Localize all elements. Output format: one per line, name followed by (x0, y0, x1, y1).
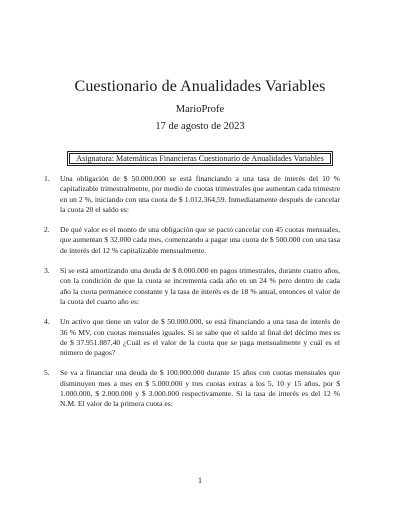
question-text: Se va a financiar una deuda de $ 100.000.000 durante 15 años con cuotas mensuales que disminuyen mes a mes en $ 5.000.000 y tres cuotas extras a los 5, 10 y 15 años, por $ 1.000.000, $ 2.000.000 y $ 3.000.000 respectivamente. Si la tasa de interés es del 12 % N.M. El valor de la primera cuota es: (60, 368, 340, 409)
question-number: 4. (44, 317, 50, 327)
question-number: 5. (44, 368, 50, 378)
subject-label: Asignatura: Matemáticas Financieras Cuestionario de Anualidades Variables (69, 153, 331, 164)
date: 17 de agosto de 2023 (155, 121, 245, 132)
subject-box (67, 151, 333, 166)
question-item (44, 174, 340, 215)
question-list (44, 174, 340, 420)
question-item (44, 225, 340, 256)
question-item (44, 317, 340, 358)
author: MarioProfe (175, 104, 225, 115)
page-number: 1 (198, 476, 202, 485)
question-number: 1. (44, 174, 50, 183)
question-number: 2. (44, 225, 50, 235)
question-item (44, 368, 340, 409)
question-text: Una obligación de $ 50.000.000 se está financiando a una tasa de interés del 10 % capitalizable trimestralmente, por medio de cuotas trimestrales que aumentan cada trimestre en un 2 %, iniciando con una cuota de $ 1.012.364,59. Inmediatamente después de cancelar la cuota 20 el saldo es: (60, 174, 340, 214)
question-text: Si se está amortizando una deuda de $ 8.000.000 en pagos trimestrales, durante cuatro años, con la condición de que la cuota se incrementa cada año en un 24 % pero dentro de cada año la cuota permanece constante y la tasa de interés es de 18 % anual, entonces el valor de la cuota del cuarto año es: (60, 266, 340, 306)
question-item (44, 266, 340, 307)
question-text: De qué valor es el monto de una obligación que se pactó cancelar con 45 cuotas mensuales, que aumentan $ 32.000 cada mes, comenzando a pagar una cuota de $ 500.000 con una tasa de interés del 12 % capitalizable mensualmente. (60, 225, 340, 255)
question-text: Un activo que tiene un valor de $ 50.000.000, se está financiando a una tasa de interés de 36 % MV, con cuotas mensuales iguales. Si se sabe que el saldo al final del décimo mes es de $ 37.951.887,40 ¿Cuál es el valor de la cuota que se paga mensualmente y cuál es el número de pagos? (60, 317, 340, 358)
page-title: Cuestionario de Anualidades Variables (74, 78, 326, 95)
question-number: 3. (44, 266, 50, 276)
